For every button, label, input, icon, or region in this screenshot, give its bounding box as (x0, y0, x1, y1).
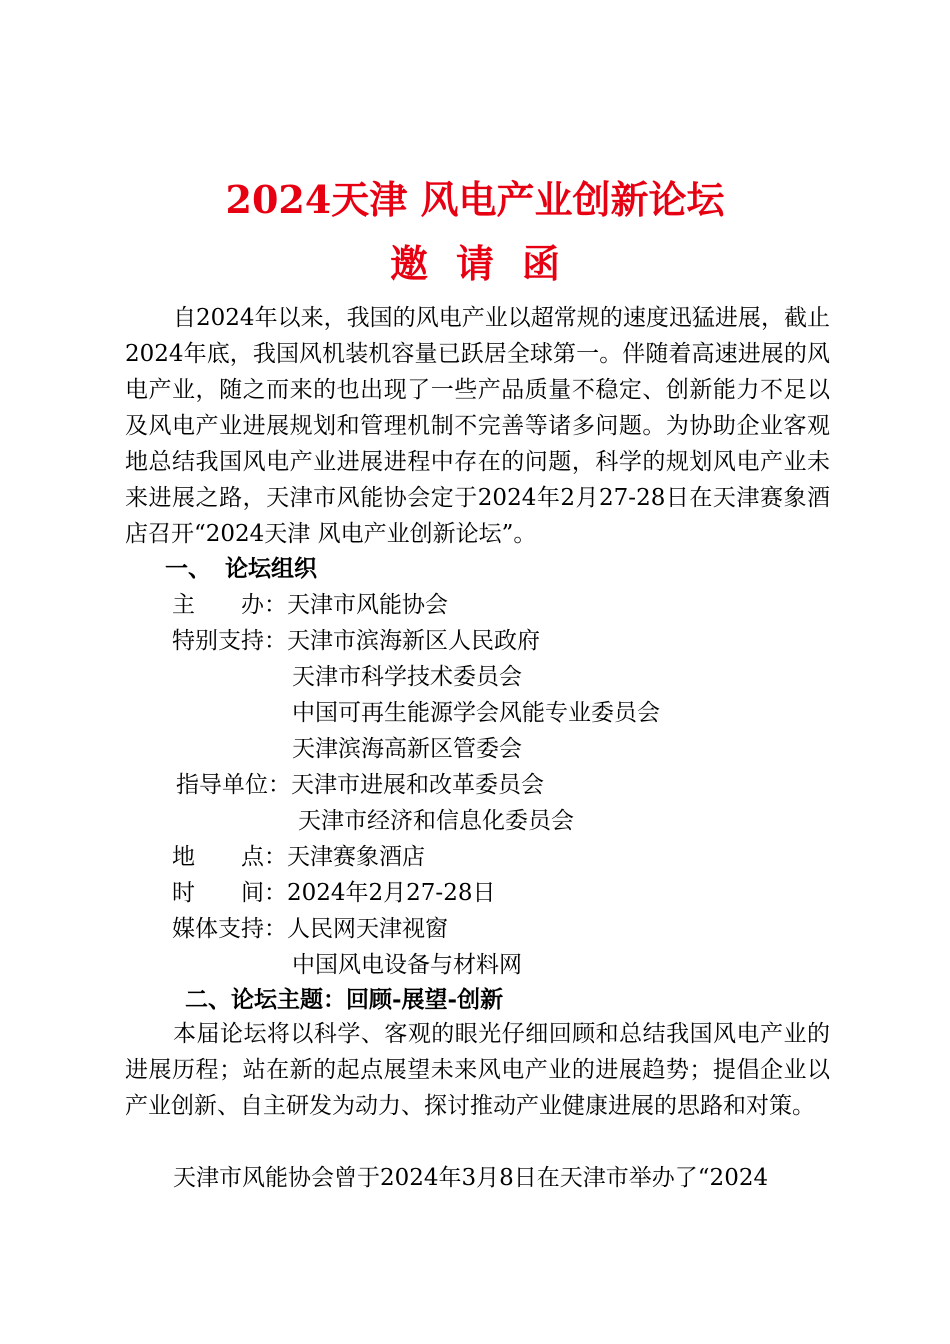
guidance-row (176, 767, 544, 803)
section-1-title: 论坛组织 (225, 555, 317, 582)
venue-value: 天津赛象酒店 (287, 844, 425, 870)
media-support-row (172, 911, 448, 947)
special-support-label: 特别支持： (172, 628, 287, 654)
special-support-value: 中国可再生能源学会风能专业委员会 (292, 700, 660, 726)
guidance-value: 天津市经济和信息化委员会 (298, 808, 574, 834)
organizer-row (172, 587, 448, 623)
time-value: 2024年2月27-28日 (287, 880, 496, 906)
venue-label: 地 点： (172, 844, 287, 870)
intro-paragraph: 自2024年以来，我国的风电产业以超常规的速度迅猛进展，截止2024年底，我国风机装机容量已跃居全球第一。伴随着高速进展的风电产业，随之而来的也出现了一些产品质量不稳定、创新能力不足以及风电产业进展规划和管理机制不完善等诸多问题。为协助企业客观地总结我国风电产业进展进程中存在的问题，科学的规划风电产业未来进展之路，天津市风能协会定于2024年2月27-28日在天津赛象酒店召开“2024天津 风电产业创新论坛”。 (125, 305, 830, 547)
section-1-heading (165, 551, 317, 587)
guidance-value: 天津市进展和改革委员会 (291, 772, 544, 798)
section-2-paragraph: 本届论坛将以科学、客观的眼光仔细回顾和总结我国风电产业的进展历程；站在新的起点展望未来风电产业的进展趋势；提倡企业以产业创新、自主研发为动力、探讨推动产业健康进展的思路和对策。 (125, 1021, 830, 1119)
guidance-label: 指导单位： (176, 772, 291, 798)
media-support-label: 媒体支持： (172, 916, 287, 942)
time-row (172, 875, 495, 911)
special-support-row (172, 623, 540, 659)
organizer-label: 主 办： (172, 592, 287, 618)
section-2-last-line: 天津市风能协会曾于2024年3月8日在天津市举办了“2024 (173, 1165, 769, 1191)
document-subtitle: 邀请函 (389, 241, 588, 286)
organizer-value: 天津市风能协会 (287, 592, 448, 618)
time-label: 时 间： (172, 880, 287, 906)
section-2-heading: 二、论坛主题：回顾-展望-创新 (185, 986, 504, 1013)
section-1-number: 一、 (165, 555, 211, 582)
special-support-value: 天津滨海高新区管委会 (292, 736, 522, 762)
venue-row (172, 839, 425, 875)
special-support-value: 天津市科学技术委员会 (292, 664, 522, 690)
media-support-value: 人民网天津视窗 (287, 916, 448, 942)
document-title: 2024天津 风电产业创新论坛 (225, 177, 725, 222)
special-support-value: 天津市滨海新区人民政府 (287, 628, 540, 654)
media-support-value: 中国风电设备与材料网 (292, 952, 522, 978)
